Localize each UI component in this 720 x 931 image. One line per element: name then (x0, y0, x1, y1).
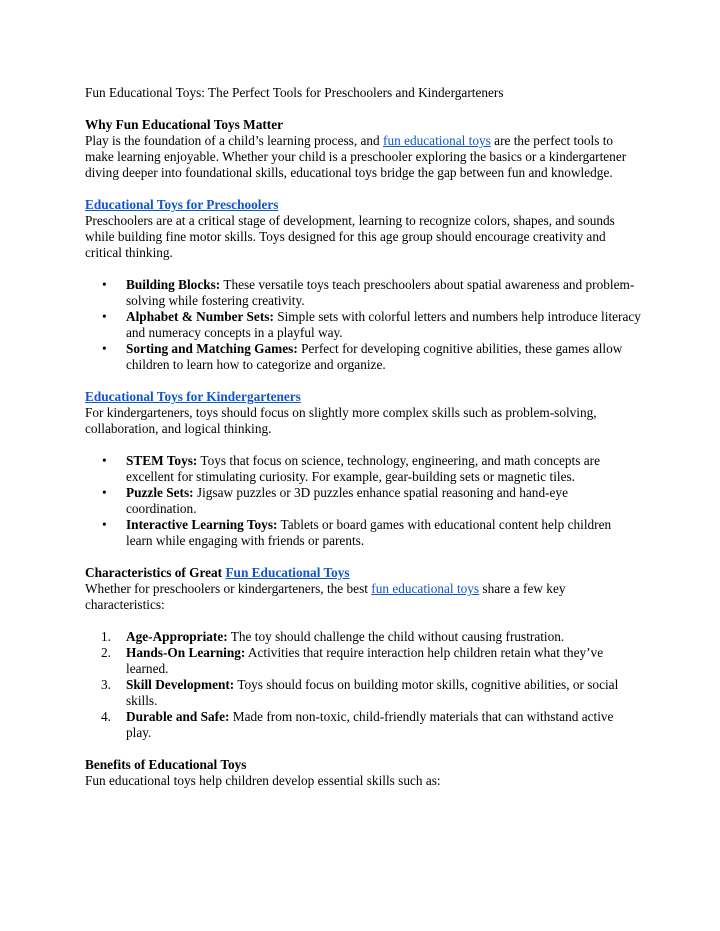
list-item-term: Sorting and Matching Games: (126, 341, 298, 356)
list-item-desc: Toys should focus on building motor skills, cognitive abilities, or social skills. (126, 677, 619, 708)
list-item-desc: Tablets or board games with educational content help children learn while engaging with friends or parents. (126, 517, 612, 548)
fun-educational-toys-heading-link[interactable]: Fun Educational Toys (225, 565, 350, 580)
characteristics-text-after: share a few key characteristics: (85, 581, 566, 612)
spacer (85, 437, 641, 453)
list-item (85, 709, 641, 741)
benefits-paragraph: Fun educational toys help children develop essential skills such as: (85, 773, 441, 788)
preschoolers-heading-link[interactable]: Educational Toys for Preschoolers (85, 197, 279, 212)
kindergarteners-heading-link[interactable]: Educational Toys for Kindergarteners (85, 389, 301, 404)
spacer (85, 549, 641, 565)
characteristics-paragraph (85, 581, 641, 613)
list-item-number: 2. (101, 645, 111, 660)
section-heading-characteristics (85, 565, 641, 581)
list-item-term: Interactive Learning Toys: (126, 517, 278, 532)
list-item-number: 1. (101, 629, 111, 644)
list-item-number: 4. (101, 709, 111, 724)
kinder-paragraph: For kindergarteners, toys should focus on slightly more complex skills such as problem-solving, collaboration, and logical thinking. (85, 405, 597, 436)
list-item (85, 485, 641, 517)
characteristics-list (85, 629, 641, 741)
list-item-term: Skill Development: (126, 677, 235, 692)
section-heading-benefits: Benefits of Educational Toys (85, 757, 247, 772)
list-item-desc: Activities that require interaction help children retain what they’ve learned. (126, 645, 604, 676)
list-item-desc: Made from non-toxic, child-friendly materials that can withstand active play. (126, 709, 614, 740)
characteristics-text-before: Whether for preschoolers or kindergarteners, the best (85, 581, 372, 596)
list-item-term: Building Blocks: (126, 277, 221, 292)
list-item-desc: Toys that focus on science, technology, engineering, and math concepts are excellent for stimulating curiosity. For example, gear-building sets or magnetic tiles. (126, 453, 600, 484)
list-item (85, 453, 641, 485)
list-item (85, 341, 641, 373)
fun-educational-toys-link[interactable]: fun educational toys (371, 581, 480, 596)
list-item-desc: The toy should challenge the child without causing frustration. (227, 629, 565, 644)
document-title: Fun Educational Toys: The Perfect Tools for Preschoolers and Kindergarteners (85, 85, 504, 100)
list-item-term: Hands-On Learning: (126, 645, 246, 660)
list-item-number: 3. (101, 677, 111, 692)
spacer (85, 101, 641, 117)
list-item (85, 645, 641, 677)
spacer (85, 613, 641, 629)
list-item (85, 277, 641, 309)
list-item (85, 629, 641, 645)
spacer (85, 261, 641, 277)
list-item-term: STEM Toys: (126, 453, 198, 468)
kinder-toy-list (85, 453, 641, 549)
preschool-paragraph: Preschoolers are at a critical stage of development, learning to recognize colors, shapes, and sounds while building fine motor skills. Toys designed for this age group should encourage creativity and critical thinking. (85, 213, 615, 260)
list-item-desc: These versatile toys teach preschoolers about spatial awareness and problem-solving while fostering creativity. (126, 277, 635, 308)
intro-text-before: Play is the foundation of a child’s learning process, and (85, 133, 384, 148)
list-item-term: Alphabet & Number Sets: (126, 309, 274, 324)
list-item (85, 309, 641, 341)
spacer (85, 181, 641, 197)
section-heading-why: Why Fun Educational Toys Matter (85, 117, 284, 132)
spacer (85, 741, 641, 757)
characteristics-heading-text: Characteristics of Great (85, 565, 226, 580)
document-page (85, 85, 641, 789)
list-item-term: Puzzle Sets: (126, 485, 194, 500)
list-item-desc: Jigsaw puzzles or 3D puzzles enhance spatial reasoning and hand-eye coordination. (126, 485, 568, 516)
preschool-toy-list (85, 277, 641, 373)
intro-paragraph (85, 133, 641, 181)
list-item-desc: Perfect for developing cognitive abilities, these games allow children to learn how to categorize and organize. (126, 341, 623, 372)
intro-text-after: are the perfect tools to make learning enjoyable. Whether your child is a preschooler exploring the basics or a kindergartener diving deeper into foundational skills, educational toys bridge the gap between fun and knowledge. (85, 133, 627, 180)
list-item (85, 517, 641, 549)
fun-educational-toys-link[interactable]: fun educational toys (383, 133, 491, 148)
spacer (85, 373, 641, 389)
list-item-desc: Simple sets with colorful letters and numbers help introduce literacy and numeracy concepts in a playful way. (126, 309, 641, 340)
list-item (85, 677, 641, 709)
list-item-term: Durable and Safe: (126, 709, 230, 724)
list-item-term: Age-Appropriate: (126, 629, 228, 644)
